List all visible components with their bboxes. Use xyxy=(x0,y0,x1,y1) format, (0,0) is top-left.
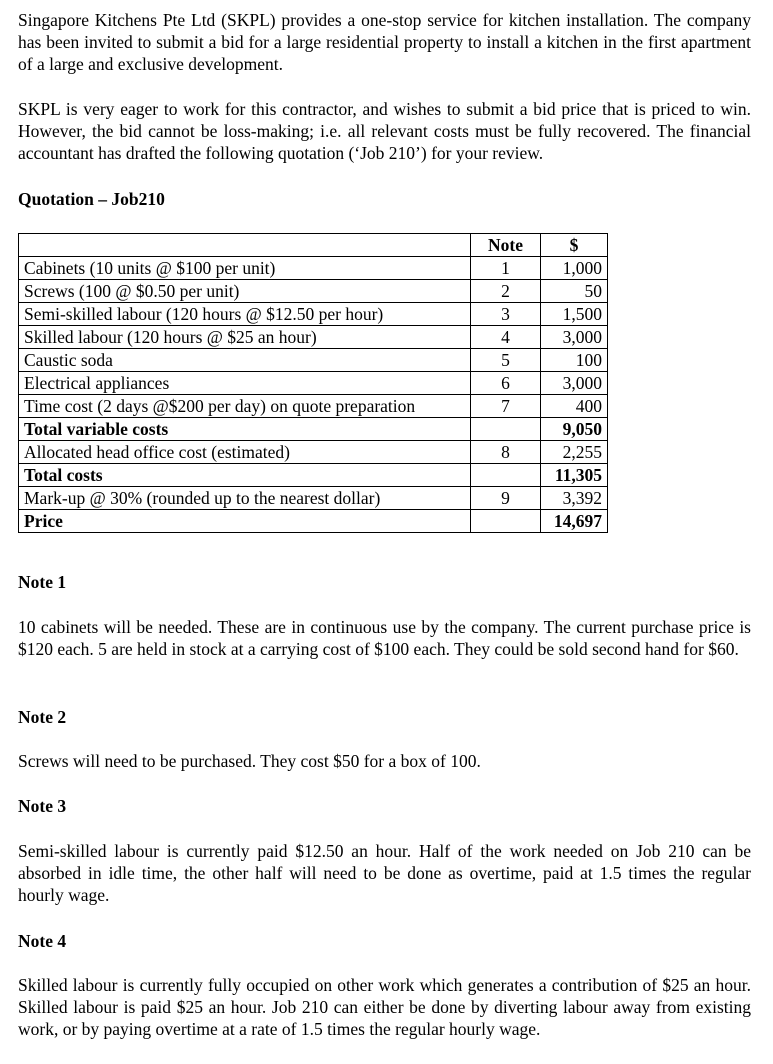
table-header-row xyxy=(19,234,608,257)
row-desc: Caustic soda xyxy=(19,349,471,372)
row-note xyxy=(471,510,541,533)
row-note: 3 xyxy=(471,303,541,326)
intro-paragraph-2: SKPL is very eager to work for this contractor, and wishes to submit a bid price that is priced to win. However, the bid cannot be loss-making; i.e. all relevant costs must be fully recovered. The financial accountant has drafted the following quotation (‘Job 210’) for your review. xyxy=(18,99,751,163)
table-row xyxy=(19,303,608,326)
row-desc: Time cost (2 days @$200 per day) on quote preparation xyxy=(19,395,471,418)
note-1-title: Note 1 xyxy=(18,572,67,592)
quotation-table xyxy=(18,233,608,533)
note-4-text: Skilled labour is currently fully occupied on other work which generates a contribution of $25 an hour. Skilled labour is paid $25 an hour. Job 210 can either be done by diverting labour away from existing work, or by paying overtime at a rate of 1.5 times the regular hourly wage. xyxy=(18,975,751,1039)
row-note: 1 xyxy=(471,257,541,280)
row-note: 7 xyxy=(471,395,541,418)
row-amount: 100 xyxy=(541,349,608,372)
row-desc: Price xyxy=(19,510,471,533)
row-desc: Mark-up @ 30% (rounded up to the nearest dollar) xyxy=(19,487,471,510)
row-amount: 9,050 xyxy=(541,418,608,441)
row-desc: Cabinets (10 units @ $100 per unit) xyxy=(19,257,471,280)
row-desc: Total variable costs xyxy=(19,418,471,441)
row-amount: 1,000 xyxy=(541,257,608,280)
table-row xyxy=(19,395,608,418)
table-row xyxy=(19,441,608,464)
note-1-text: 10 cabinets will be needed. These are in continuous use by the company. The current purchase price is $120 each. 5 are held in stock at a carrying cost of $100 each. They could be sold second hand for $60. xyxy=(18,617,751,659)
table-row xyxy=(19,487,608,510)
row-amount: 50 xyxy=(541,280,608,303)
row-amount: 11,305 xyxy=(541,464,608,487)
row-note xyxy=(471,418,541,441)
total-variable-costs-row xyxy=(19,418,608,441)
table-row xyxy=(19,257,608,280)
intro-paragraph-1: Singapore Kitchens Pte Ltd (SKPL) provides a one-stop service for kitchen installation. The company has been invited to submit a bid for a large residential property to install a kitchen in the first apartment of a large and exclusive development. xyxy=(18,10,751,74)
row-desc: Skilled labour (120 hours @ $25 an hour) xyxy=(19,326,471,349)
header-desc-cell xyxy=(19,234,471,257)
table-row xyxy=(19,349,608,372)
row-amount: 1,500 xyxy=(541,303,608,326)
row-desc: Total costs xyxy=(19,464,471,487)
header-amount: $ xyxy=(541,234,608,257)
table-row xyxy=(19,372,608,395)
row-amount: 400 xyxy=(541,395,608,418)
price-row xyxy=(19,510,608,533)
row-amount: 3,000 xyxy=(541,326,608,349)
row-desc: Electrical appliances xyxy=(19,372,471,395)
quotation-heading: Quotation – Job210 xyxy=(18,189,165,209)
note-3-text: Semi-skilled labour is currently paid $12.50 an hour. Half of the work needed on Job 210 can be absorbed in idle time, the other half will need to be done as overtime, paid at 1.5 times the regular hourly wage. xyxy=(18,841,751,905)
row-note: 2 xyxy=(471,280,541,303)
row-note: 4 xyxy=(471,326,541,349)
row-note: 9 xyxy=(471,487,541,510)
row-note: 5 xyxy=(471,349,541,372)
note-4-title: Note 4 xyxy=(18,931,67,951)
row-amount: 14,697 xyxy=(541,510,608,533)
row-amount: 3,392 xyxy=(541,487,608,510)
row-desc: Allocated head office cost (estimated) xyxy=(19,441,471,464)
total-costs-row xyxy=(19,464,608,487)
row-amount: 2,255 xyxy=(541,441,608,464)
note-3-title: Note 3 xyxy=(18,796,67,816)
row-note: 6 xyxy=(471,372,541,395)
row-note: 8 xyxy=(471,441,541,464)
note-2-text: Screws will need to be purchased. They cost $50 for a box of 100. xyxy=(18,751,481,771)
row-desc: Screws (100 @ $0.50 per unit) xyxy=(19,280,471,303)
table-row xyxy=(19,280,608,303)
table-row xyxy=(19,326,608,349)
row-amount: 3,000 xyxy=(541,372,608,395)
row-note xyxy=(471,464,541,487)
note-2-title: Note 2 xyxy=(18,707,67,727)
header-note: Note xyxy=(471,234,541,257)
row-desc: Semi-skilled labour (120 hours @ $12.50 per hour) xyxy=(19,303,471,326)
